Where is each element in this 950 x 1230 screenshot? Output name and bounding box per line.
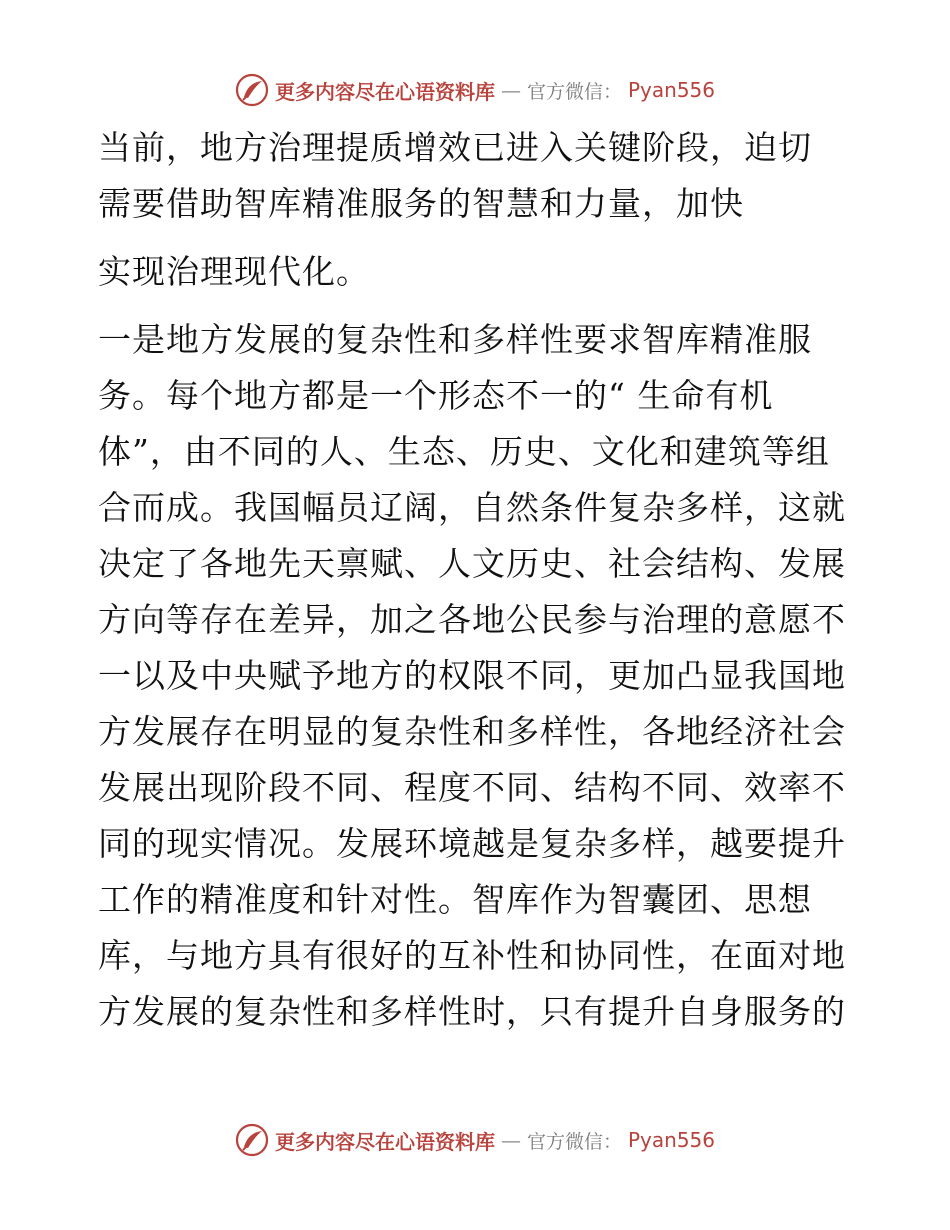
watermark-official-label: 官方微信： <box>526 1130 622 1153</box>
watermark-text: 更多内容尽在心语资料库 <box>274 1129 495 1154</box>
header-watermark <box>0 70 950 110</box>
text-line: 方发展存在明显的复杂性和多样性，各地经济社会 <box>98 712 846 751</box>
text-line: 实现治理现代化。 <box>98 252 370 291</box>
watermark-separator: — <box>500 78 521 102</box>
text-line: 方向等存在差异，加之各地公民参与治理的意愿不 <box>98 600 846 639</box>
text-line: 决定了各地先天禀赋、人文历史、社会结构、发展 <box>98 544 846 583</box>
paragraph-point-one <box>98 312 858 1040</box>
text-line: 一是地方发展的复杂性和多样性要求智库精准服 <box>98 320 812 359</box>
text-line: 一以及中央赋予地方的权限不同，更加凸显我国地 <box>98 656 846 695</box>
paragraph-modernization <box>98 244 858 300</box>
watermark-wechat-id: Pyan556 <box>628 78 716 102</box>
footer-watermark <box>0 1120 950 1160</box>
text-line: 库，与地方具有很好的互补性和协同性，在面对地 <box>98 936 846 975</box>
document-body <box>98 120 858 1040</box>
paragraph-intro <box>98 120 858 232</box>
text-line: 当前，地方治理提质增效已进入关键阶段，迫切 <box>98 128 812 167</box>
pen-seal-icon <box>235 1123 269 1157</box>
watermark-official-label: 官方微信： <box>526 80 622 103</box>
watermark-separator: — <box>500 1128 521 1152</box>
watermark-wechat-id: Pyan556 <box>628 1128 716 1152</box>
pen-seal-icon <box>235 73 269 107</box>
text-line: 方发展的复杂性和多样性时，只有提升自身服务的 <box>98 992 846 1031</box>
watermark-text: 更多内容尽在心语资料库 <box>274 79 495 104</box>
text-line: 务。每个地方都是一个形态不一的“ 生命有机 <box>98 376 774 415</box>
text-line: 发展出现阶段不同、程度不同、结构不同、效率不 <box>98 768 846 807</box>
text-line: 需要借助智库精准服务的智慧和力量，加快 <box>98 184 744 223</box>
text-line: 同的现实情况。发展环境越是复杂多样，越要提升 <box>98 824 846 863</box>
text-line: 体”，由不同的人、生态、历史、文化和建筑等组 <box>98 432 830 471</box>
text-line: 工作的精准度和针对性。智库作为智囊团、思想 <box>98 880 812 919</box>
text-line: 合而成。我国幅员辽阔，自然条件复杂多样，这就 <box>98 488 846 527</box>
